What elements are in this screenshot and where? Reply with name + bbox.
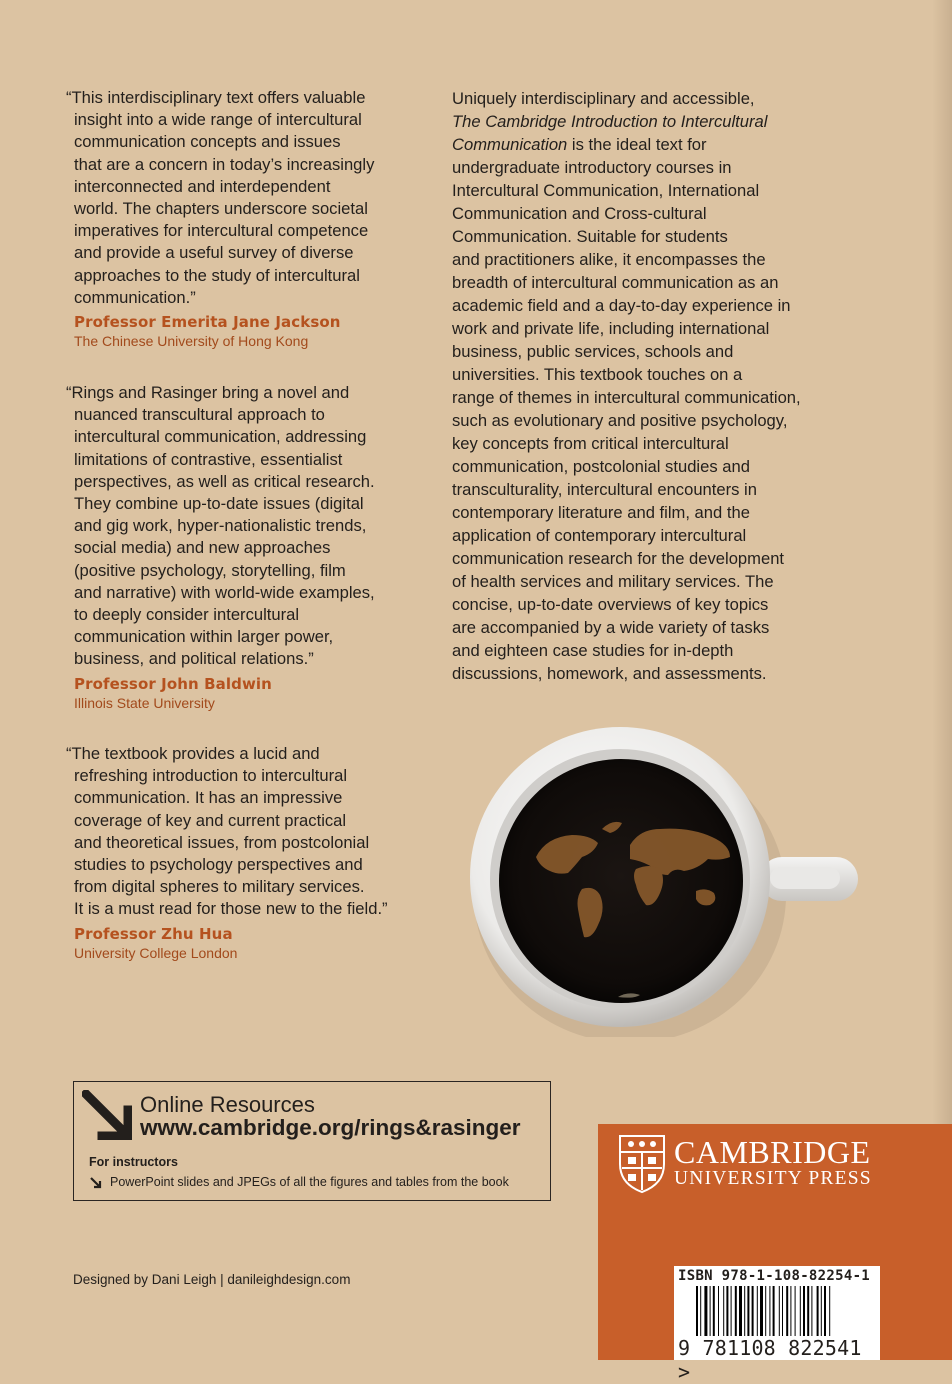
barcode-bar [718, 1286, 719, 1336]
barcode-bar [786, 1286, 788, 1336]
small-arrow-icon [90, 1177, 102, 1189]
barcode-bar [765, 1286, 766, 1336]
barcode-bar [760, 1286, 763, 1336]
barcode-bar [790, 1286, 791, 1336]
isbn-label: ISBN 978-1-108-82254-1 [678, 1268, 871, 1284]
barcode-bar [747, 1286, 749, 1336]
barcode-bar [800, 1286, 801, 1336]
resources-url-link[interactable]: www.cambridge.org/rings&rasinger [140, 1115, 521, 1140]
quote-text: “This interdisciplinary text offers valuable insight into a wide range of intercultural communication concepts and issues that are a concern in today’s increasingly interconnected and interdependent world. The chapters underscore societal imperatives for intercultural competence and provide a useful survey of diverse approaches to the study of intercultural communication.” [66, 88, 375, 307]
barcode-bar [704, 1286, 707, 1336]
description-body: is the ideal text for undergraduate introductory courses in Intercultural Communication, International Communication and Cross-cultural Communication. Suitable for students and practitioners alike, it encompasses the breadth of intercultural communication as an academic field and a day-to-day experience in work and private life, including international business, public services, schools and universities. This textbook touches on a range of themes in intercultural communication, such as evolutionary and positive psychology, key concepts from critical intercultural communication, postcolonial studies and transculturality, intercultural encounters in contemporary literature and film, and the application of contemporary intercultural communication research for the development of health services and military services. The concise, up-to-date overviews of key topics are accompanied by a wide variety of tasks and eighteen case studies for in-depth discussions, homework, and assessments. [452, 135, 801, 683]
barcode-bar [735, 1286, 737, 1336]
barcode-bar [744, 1286, 745, 1336]
publisher-name: CAMBRIDGE [674, 1134, 871, 1170]
barcode-bar [726, 1286, 728, 1336]
endorsement-quote [66, 743, 411, 961]
barcode-bar [779, 1286, 780, 1336]
online-resources-box [73, 1081, 551, 1201]
endorser-institution: University College London [74, 944, 238, 961]
book-description [452, 87, 852, 685]
cambridge-crest-icon [618, 1134, 666, 1194]
barcode-bar [696, 1286, 698, 1336]
publisher-block [598, 1124, 952, 1384]
barcode-digits: 9 781108 822541 > [678, 1336, 862, 1384]
endorser-name: Professor Zhu Hua [74, 924, 233, 943]
resources-audience: For instructors [89, 1155, 178, 1169]
barcode-bar [821, 1286, 822, 1336]
book-title: The Cambridge Introduction to Intercultural Communication [452, 112, 768, 154]
barcode-bar [817, 1286, 819, 1336]
endorser-name: Professor Emerita Jane Jackson [74, 313, 341, 332]
barcode-bars [696, 1286, 866, 1336]
barcode-bar [739, 1286, 742, 1336]
barcode-bar [803, 1286, 805, 1336]
barcode-bar [811, 1286, 812, 1336]
endorser-institution: Illinois State University [74, 694, 215, 711]
barcode-bar [824, 1286, 826, 1336]
barcode-bar [807, 1286, 809, 1336]
resources-item: PowerPoint slides and JPEGs of all the figures and tables from the book [110, 1175, 509, 1189]
design-credits: Designed by Dani Leigh | danileighdesign.com [73, 1272, 351, 1287]
barcode-bar [752, 1286, 754, 1336]
isbn-barcode [674, 1266, 880, 1384]
barcode-bar [782, 1286, 783, 1336]
barcode-bar [769, 1286, 770, 1336]
barcode-bar [710, 1286, 711, 1336]
barcode-bar [773, 1286, 775, 1336]
endorser-institution: The Chinese University of Hong Kong [74, 333, 309, 350]
endorser-name: Professor John Baldwin [74, 674, 272, 693]
resources-title: Online Resources [140, 1092, 315, 1117]
barcode-bar [757, 1286, 758, 1336]
barcode-bar [700, 1286, 701, 1336]
barcode-bar [795, 1286, 796, 1336]
publisher-subtitle: UNIVERSITY PRESS [674, 1168, 872, 1189]
endorsement-quote [66, 87, 411, 349]
quote-text: “Rings and Rasinger bring a novel and nuanced transcultural approach to intercultural communication, addressing limitations of contrastive, essentialist perspectives, as well as critical research. They combine up-to-date issues (digital and gig work, hyper-nationalistic trends, social media) and new approaches (positive psychology, storytelling, film and narrative) with world-wide examples, to deeply consider intercultural communication within larger power, business, and political relations.” [66, 383, 375, 669]
barcode-bar [713, 1286, 715, 1336]
barcode-bar [723, 1286, 724, 1336]
barcode-bar [731, 1286, 732, 1336]
endorsement-quote [66, 382, 411, 711]
coffee-cup-world-map-image [470, 717, 862, 1037]
barcode-bar [829, 1286, 830, 1336]
arrow-down-right-icon [82, 1090, 132, 1140]
quote-text: “The textbook provides a lucid and refreshing introduction to intercultural communication. It has an impressive coverage of key and current practical and theoretical issues, from postcolonial studies to psychology perspectives and from digital spheres to military services. It is a must read for those new to the field.” [66, 744, 388, 919]
description-intro: Uniquely interdisciplinary and accessible, [452, 89, 755, 108]
